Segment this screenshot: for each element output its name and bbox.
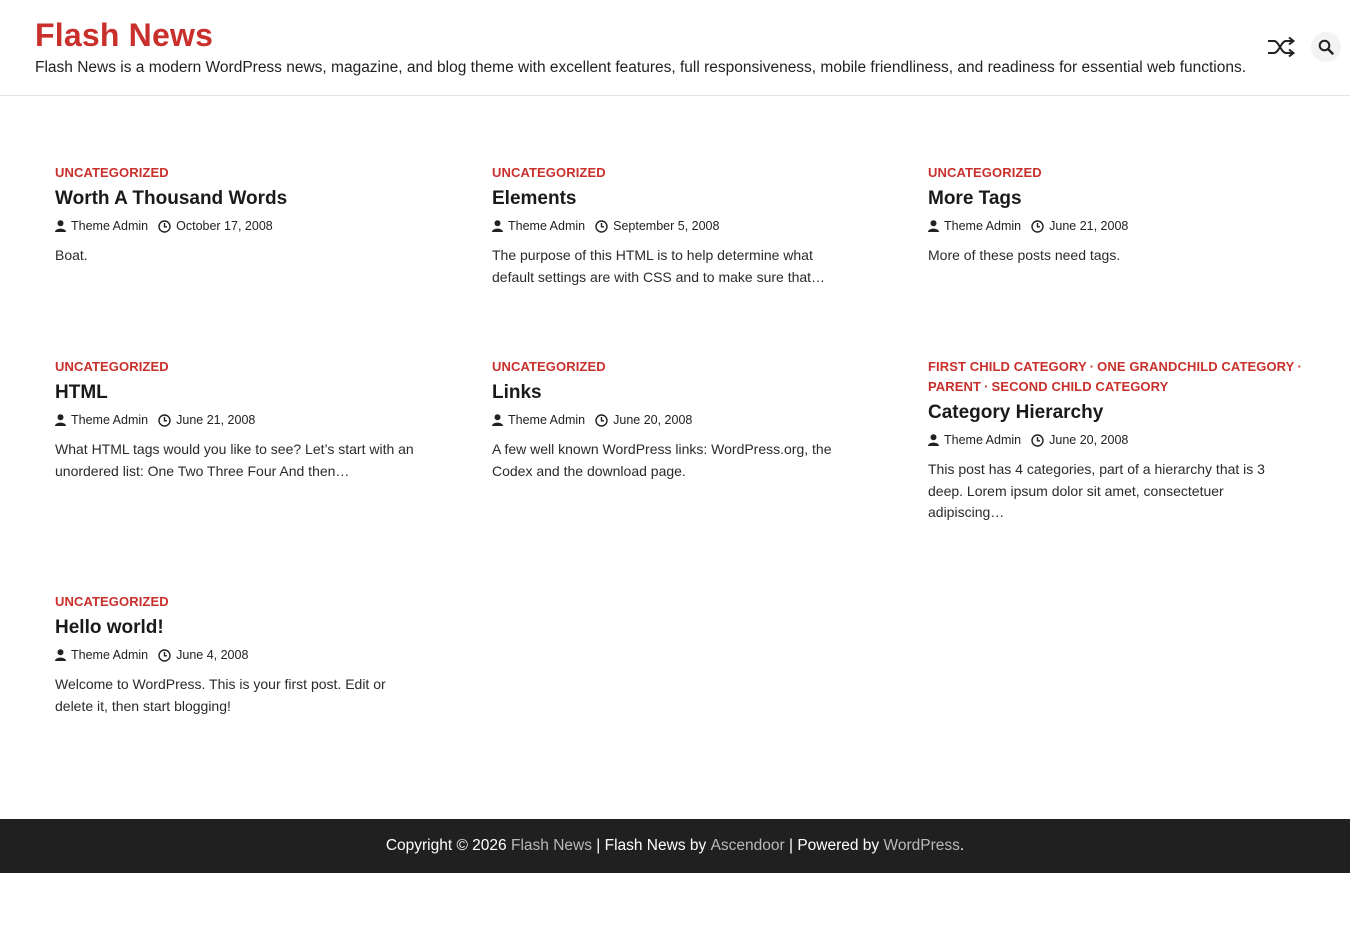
post-excerpt: Boat. <box>55 247 88 263</box>
post-author[interactable]: Theme Admin <box>55 411 148 429</box>
category-link[interactable]: PARENT <box>928 379 982 394</box>
post-categories <box>928 163 1298 183</box>
post-card <box>55 357 425 482</box>
post-card <box>492 357 862 482</box>
post-title[interactable]: Category Hierarchy <box>928 402 1104 423</box>
post-title[interactable]: More Tags <box>928 188 1022 209</box>
post-author[interactable]: Theme Admin <box>55 217 148 235</box>
post-title[interactable]: Links <box>492 382 542 403</box>
post-meta <box>928 217 1298 235</box>
post-date[interactable]: October 17, 2008 <box>158 217 273 235</box>
post-meta <box>55 217 425 235</box>
post-author[interactable]: Theme Admin <box>928 431 1021 449</box>
category-link[interactable]: SECOND CHILD CATEGORY <box>991 379 1169 394</box>
post-title[interactable]: Hello world! <box>55 617 164 638</box>
clock-icon <box>595 414 608 427</box>
search-icon <box>1318 39 1334 55</box>
category-link[interactable]: ONE GRANDCHILD CATEGORY <box>1097 359 1295 374</box>
post-date[interactable]: June 21, 2008 <box>1031 217 1128 235</box>
post-excerpt: This post has 4 categories, part of a hierarchy that is 3 deep. Lorem ipsum dolor sit amet, consectetuer adipiscing… <box>928 461 1265 520</box>
site-description: Flash News is a modern WordPress news, magazine, and blog theme with excellent features, full responsiveness, mobile friendliness, and readiness for essential web functions. <box>35 59 1247 76</box>
site-title[interactable]: Flash News <box>35 17 214 53</box>
user-icon <box>492 414 503 426</box>
post-author[interactable]: Theme Admin <box>492 217 585 235</box>
post-categories <box>55 163 425 183</box>
category-link[interactable]: UNCATEGORIZED <box>55 165 169 180</box>
clock-icon <box>158 649 171 662</box>
user-icon <box>492 220 503 232</box>
post-meta <box>928 431 1308 449</box>
shuffle-icon[interactable] <box>1264 33 1298 61</box>
post-date[interactable]: June 21, 2008 <box>158 411 255 429</box>
footer-wordpress-link[interactable]: WordPress <box>883 837 960 854</box>
clock-icon <box>158 414 171 427</box>
user-icon <box>928 434 939 446</box>
clock-icon <box>1031 220 1044 233</box>
post-meta <box>55 411 425 429</box>
user-icon <box>55 649 66 661</box>
user-icon <box>55 414 66 426</box>
post-excerpt: More of these posts need tags. <box>928 247 1121 263</box>
post-meta <box>55 646 425 664</box>
post-author[interactable]: Theme Admin <box>928 217 1021 235</box>
footer-by-text: | Flash News by <box>596 837 707 854</box>
search-button[interactable] <box>1311 32 1341 62</box>
post-categories <box>492 357 862 377</box>
post-categories <box>55 357 425 377</box>
post-excerpt: The purpose of this HTML is to help determine what default settings are with CSS and to make sure that… <box>492 247 826 285</box>
post-title[interactable]: Elements <box>492 188 577 209</box>
category-link[interactable]: UNCATEGORIZED <box>492 359 606 374</box>
post-card <box>928 357 1308 524</box>
post-card <box>55 163 425 267</box>
post-meta <box>492 217 862 235</box>
category-link[interactable]: UNCATEGORIZED <box>492 165 606 180</box>
post-date[interactable]: June 4, 2008 <box>158 646 248 664</box>
post-excerpt: What HTML tags would you like to see? Let’s start with an unordered list: One Two Three Four And then… <box>55 441 414 479</box>
post-categories: FIRST CHILD CATEGORY · ONE GRANDCHILD CATEGORY · PARENT · SECOND CHILD CATEGORY <box>928 359 1302 394</box>
clock-icon <box>1031 434 1044 447</box>
post-card <box>928 163 1298 267</box>
post-card <box>55 592 425 717</box>
clock-icon <box>158 220 171 233</box>
user-icon <box>928 220 939 232</box>
copyright-text: Copyright © 2026 <box>385 837 507 854</box>
post-excerpt: Welcome to WordPress. This is your first post. Edit or delete it, then start blogging! <box>55 676 386 714</box>
footer-site-link[interactable]: Flash News <box>510 837 592 854</box>
site-header <box>0 0 1350 96</box>
user-icon <box>55 220 66 232</box>
post-date[interactable]: June 20, 2008 <box>595 411 692 429</box>
footer-powered-text: | Powered by <box>788 837 880 854</box>
post-excerpt: A few well known WordPress links: WordPress.org, the Codex and the download page. <box>492 441 832 479</box>
footer-suffix: . <box>959 837 965 854</box>
category-link[interactable]: UNCATEGORIZED <box>928 165 1042 180</box>
post-author[interactable]: Theme Admin <box>55 646 148 664</box>
post-categories <box>55 592 425 612</box>
post-categories <box>492 163 862 183</box>
post-date[interactable]: June 20, 2008 <box>1031 431 1128 449</box>
post-title[interactable]: HTML <box>55 382 108 403</box>
category-link[interactable]: UNCATEGORIZED <box>55 594 169 609</box>
clock-icon <box>595 220 608 233</box>
post-author[interactable]: Theme Admin <box>492 411 585 429</box>
footer-author-link[interactable]: Ascendoor <box>710 837 785 854</box>
category-link[interactable]: FIRST CHILD CATEGORY <box>928 359 1087 374</box>
site-footer <box>0 819 1350 873</box>
post-card <box>492 163 862 288</box>
post-meta <box>492 411 862 429</box>
post-title[interactable]: Worth A Thousand Words <box>55 188 288 209</box>
post-date[interactable]: September 5, 2008 <box>595 217 719 235</box>
category-link[interactable]: UNCATEGORIZED <box>55 359 169 374</box>
